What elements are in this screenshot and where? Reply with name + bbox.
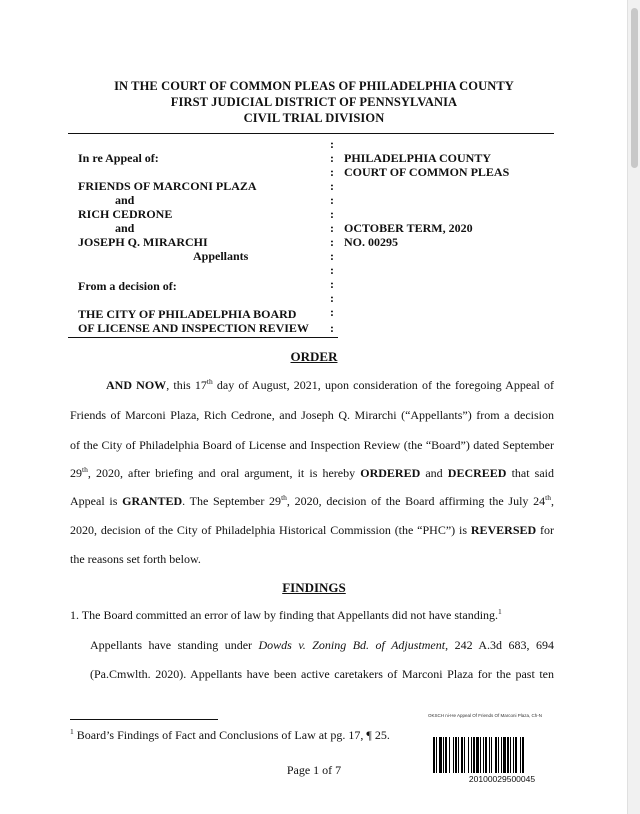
caption-colon: :: [330, 137, 334, 151]
division-name: CIVIL TRIAL DIVISION: [243, 111, 385, 125]
court-name: IN THE COURT OF COMMON PLEAS OF PHILADELPHIA COUNTY: [114, 79, 514, 93]
district-name: FIRST JUDICIAL DISTRICT OF PENNSYLVANIA: [170, 95, 458, 109]
appellant-2: RICH CEDRONE: [78, 207, 173, 221]
and-connector-2: and: [115, 221, 135, 235]
order-paragraph-line: of the City of Philadelphia Board of License and Inspection Review (the “Board”) dated September: [70, 438, 554, 452]
caption-colon: :: [330, 235, 334, 249]
order-paragraph-line: Friends of Marconi Plaza, Rich Cedrone, and Joseph Q. Mirarchi (“Appellants”) from a decision: [70, 408, 554, 422]
and-connector-1: and: [115, 193, 135, 207]
caption-colon: :: [330, 305, 334, 319]
caption-colon: :: [330, 263, 334, 277]
page-number: Page 1 of 7: [286, 763, 342, 777]
order-paragraph-line: the reasons set forth below.: [70, 552, 201, 566]
caption-colon: :: [330, 193, 334, 207]
appellant-1: FRIENDS OF MARCONI PLAZA: [78, 179, 257, 193]
court-pleas: COURT OF COMMON PLEAS: [344, 165, 510, 179]
caption-colon: :: [330, 221, 334, 235]
finding-1-line: 1. The Board committed an error of law by finding that Appellants did not have standing.$^1$: [70, 607, 502, 622]
vertical-scrollbar[interactable]: [627, 0, 640, 814]
board-name-line1: THE CITY OF PHILADELPHIA BOARD: [78, 307, 297, 321]
findings-heading: FINDINGS: [282, 580, 346, 595]
order-paragraph-line: 29th, 2020, after briefing and oral argument, it is hereby ORDERED and DECREED that said: [70, 465, 554, 480]
footnote: $^1$ Board’s Findings of Fact and Conclusions of Law at pg. 17, ¶ 25.: [70, 727, 390, 742]
finding-1-line: (Pa.Cmwlth. 2020). Appellants have been active caretakers of Marconi Plaza for the past ten: [90, 667, 554, 681]
court-county: PHILADELPHIA COUNTY: [344, 151, 492, 165]
board-name-line2: OF LICENSE AND INSPECTION REVIEW: [78, 321, 309, 335]
order-paragraph-line: AND NOW, this 17th day of August, 2021, upon consideration of the foregoing Appeal of: [106, 377, 554, 392]
docket-number: NO. 00295: [344, 235, 398, 249]
caption-top-rule: [68, 133, 554, 134]
appellants-role: Appellants: [193, 249, 249, 263]
caption-colon: :: [330, 179, 334, 193]
footnote-rule: [70, 719, 218, 720]
court-term: OCTOBER TERM, 2020: [344, 221, 473, 235]
in-re-label: In re Appeal of:: [78, 151, 159, 165]
caption-bottom-rule: [68, 337, 338, 338]
order-heading: ORDER: [290, 349, 338, 364]
caption-colon: :: [330, 277, 334, 291]
barcode-number: 20100029500045: [468, 774, 536, 784]
from-decision-label: From a decision of:: [78, 279, 177, 293]
caption-colon: :: [330, 291, 334, 305]
finding-1-line: Appellants have standing under Dowds v. Zoning Bd. of Adjustment, 242 A.3d 683, 694: [90, 638, 554, 652]
caption-colon: :: [330, 165, 334, 179]
scrollbar-thumb[interactable]: [631, 8, 638, 168]
caption-colon: :: [330, 249, 334, 263]
order-paragraph-line: Appeal is GRANTED. The September 29th, 2020, decision of the Board affirming the July 24th,: [70, 493, 554, 508]
appellant-3: JOSEPH Q. MIRARCHI: [78, 235, 208, 249]
filing-stamp-text: OKSCH ni-He Appeal Of Friends Of Marconi Plaza, Ch-N: [428, 713, 543, 718]
caption-colon: :: [330, 207, 334, 221]
order-paragraph-line: 2020, decision of the City of Philadelphia Historical Commission (the “PHC”) is REVERSED for: [70, 523, 554, 537]
caption-colon: :: [330, 151, 334, 165]
caption-colon: :: [330, 321, 334, 335]
